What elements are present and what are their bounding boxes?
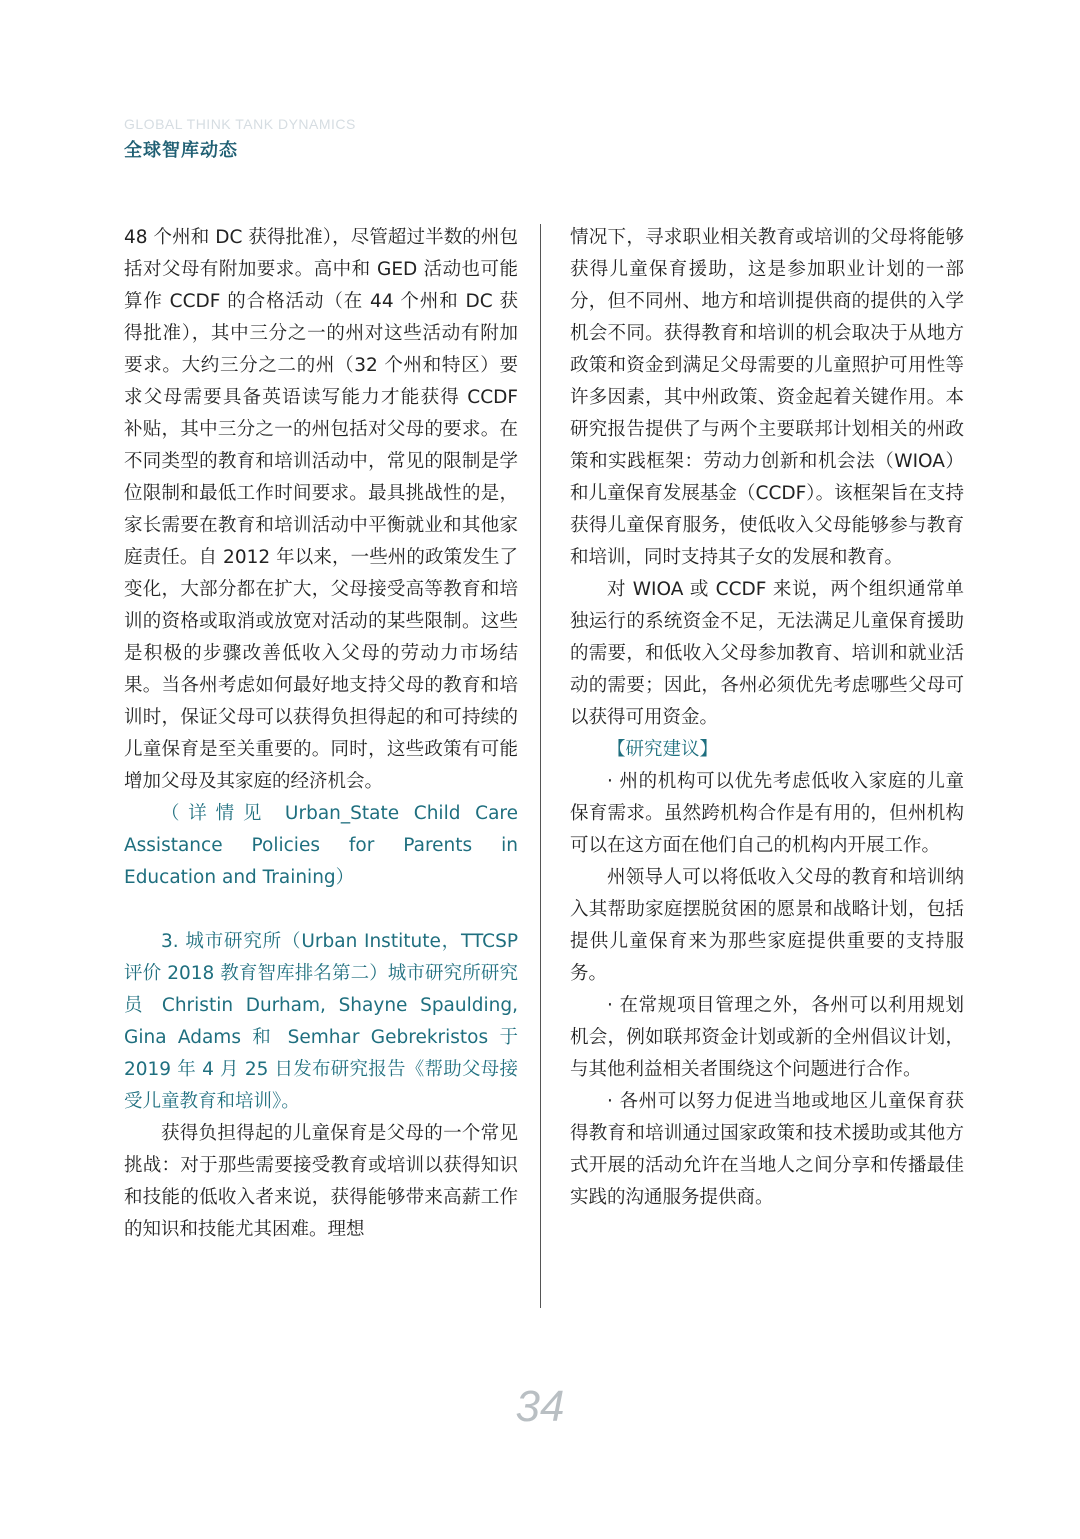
page-number: 34	[515, 1382, 565, 1431]
recommendations-heading: 【研究建议】	[607, 739, 719, 760]
right-paragraph-3: 州领导人可以将低收入父母的教育和培训纳入其帮助家庭摆脱贫困的愿景和战略计划，包括提供儿童保育来为那些家庭提供重要的支持服务。	[570, 867, 964, 984]
right-paragraph-2: 对 WIOA 或 CCDF 来说，两个组织通常单独运行的系统资金不足，无法满足儿童保育援助的需要，和低收入父母参加教育、培训和就业活动的需要；因此，各州必须优先考虑哪些父母可以获得可用资金。	[570, 579, 964, 728]
header-chinese-title: 全球智库动态	[124, 140, 238, 161]
header-english-title: GLOBAL THINK TANK DYNAMICS	[124, 116, 356, 132]
left-column	[124, 222, 518, 1246]
left-paragraph-2: 获得负担得起的儿童保育是父母的一个常见挑战：对于那些需要接受教育或培训以获得知识和技能的低收入者来说，获得能够带来高薪工作的知识和技能尤其困难。理想	[124, 1123, 518, 1240]
left-paragraph-1: 48 个州和 DC 获得批准），尽管超过半数的州包括对父母有附加要求。高中和 GED 活动也可能算作 CCDF 的合格活动（在 44 个州和 DC 获得批准），其中三分之一的州对这些活动有附加要求。大约三分之二的州（32 个州和特区）要求父母需要具备英语读写能力才能获得 CCDF 补贴，其中三分之一的州包括对父母的要求。在不同类型的教育和培训活动中，常见的限制是学位限制和最低工作时间要求。最具挑战性的是，家长需要在教育和培训活动中平衡就业和其他家庭责任。自 2012 年以来，一些州的政策发生了变化，大部分都在扩大，父母接受高等教育和培训的资格或取消或放宽对活动的某些限制。这些是积极的步骤改善低收入父母的劳动力市场结果。当各州考虑如何最好地支持父母的教育和培训时，保证父母可以获得负担得起的和可持续的儿童保育是至关重要的。同时，这些政策有可能增加父母及其家庭的经济机会。	[124, 227, 518, 792]
spacer	[124, 894, 518, 926]
section-intro: 3. 城市研究所（Urban Institute，TTCSP 评价 2018 教育智库排名第二）城市研究所研究员 Christin Durham, Shayne Spaulding, Gina Adams 和 Semhar Gebrekristos 于 2019 年 4 月 25 日发布研究报告《帮助父母接受儿童教育和培训》。	[124, 931, 518, 1112]
source-note: （详情见 Urban_State Child Care Assistance Policies for Parents in Education and Training）	[124, 803, 518, 888]
right-column	[570, 222, 964, 1214]
recommendation-bullet-1: · 州的机构可以优先考虑低收入家庭的儿童保育需求。虽然跨机构合作是有用的，但州机构可以在这方面在他们自己的机构内开展工作。	[570, 771, 964, 856]
right-paragraph-1: 情况下，寻求职业相关教育或培训的父母将能够获得儿童保育援助，这是参加职业计划的一部分，但不同州、地方和培训提供商的提供的入学机会不同。获得教育和培训的机会取决于从地方政策和资金到满足父母需要的儿童照护可用性等许多因素，其中州政策、资金起着关键作用。本研究报告提供了与两个主要联邦计划相关的州政策和实践框架：劳动力创新和机会法（WIOA）和儿童保育发展基金（CCDF）。该框架旨在支持获得儿童保育服务，使低收入父母能够参与教育和培训，同时支持其子女的发展和教育。	[570, 227, 964, 568]
recommendation-bullet-3: · 各州可以努力促进当地或地区儿童保育获得教育和培训通过国家政策和技术援助或其他方式开展的活动允许在当地人之间分享和传播最佳实践的沟通服务提供商。	[570, 1091, 964, 1208]
column-divider	[540, 224, 541, 1308]
recommendation-bullet-2: · 在常规项目管理之外，各州可以利用规划机会，例如联邦资金计划或新的全州倡议计划，与其他利益相关者围绕这个问题进行合作。	[570, 995, 964, 1080]
